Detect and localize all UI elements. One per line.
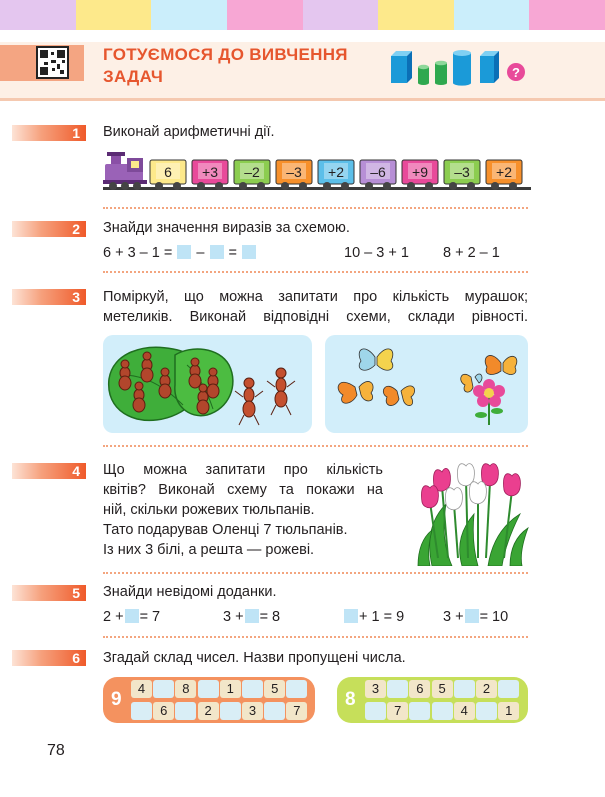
color-strip-segment	[454, 0, 530, 30]
header-divider	[0, 98, 605, 101]
task-4-line-2: квітів? Виконай схему та покажи на	[103, 482, 383, 498]
train-illustration	[103, 152, 531, 194]
answer-box[interactable]	[465, 609, 479, 623]
composition-cell: 7	[387, 702, 408, 720]
task-number-tab	[12, 221, 86, 237]
page-number: 78	[47, 742, 65, 759]
task-number: 5	[72, 585, 80, 601]
composition-cell[interactable]	[198, 680, 219, 698]
equation-2-left: 3 +	[223, 609, 244, 625]
ants-panel	[103, 335, 312, 433]
composition-cell: 4	[131, 680, 152, 698]
task-4-line-4: Тато подарував Оленці 7 тюльпанів.	[103, 522, 348, 538]
task-number: 1	[72, 125, 80, 141]
color-strip-segment	[378, 0, 454, 30]
train-wagon	[360, 160, 396, 190]
expression-1-prefix: 6 + 3 – 1 =	[103, 245, 173, 261]
composition-cell[interactable]	[175, 702, 196, 720]
composition-cell[interactable]	[264, 702, 285, 720]
task-3-line-1: Поміркуй, що можна запитати про кількість мурашок;	[103, 289, 528, 305]
composition-cell: 7	[286, 702, 307, 720]
butterflies-illustration	[325, 335, 528, 433]
divider	[103, 207, 528, 209]
task-4-line-3: ній, скільки рожевих тюльпанів.	[103, 502, 315, 518]
composition-cell: 6	[409, 680, 430, 698]
composition-number: 9	[111, 689, 122, 710]
divider	[103, 636, 528, 638]
ants-illustration	[103, 335, 312, 433]
answer-box[interactable]	[210, 245, 224, 259]
task-number: 6	[72, 650, 80, 666]
composition-cell[interactable]	[498, 680, 519, 698]
top-color-strip	[0, 0, 605, 30]
expression-1	[103, 243, 257, 263]
wagon-label: –3	[286, 164, 302, 180]
composition-cell: 3	[365, 680, 386, 698]
expression-3: 8 + 2 – 1	[443, 245, 500, 261]
equation-4-left: 3 +	[443, 609, 464, 625]
task-5-text: Знайди невідомі доданки.	[103, 584, 277, 600]
composition-cell: 6	[153, 702, 174, 720]
equation-2-right: = 8	[259, 609, 281, 625]
expression-1-op: –	[196, 245, 205, 261]
wagon-label: –2	[244, 164, 260, 180]
task-1-text: Виконай арифметичні дії.	[103, 124, 275, 140]
composition-cell: 1	[220, 680, 241, 698]
task-4-line-5: Із них 3 білі, а решта — рожеві.	[103, 542, 315, 558]
equation-1-right: = 7	[139, 609, 161, 625]
task-4-line-1: Що можна запитати про кількість	[103, 462, 383, 478]
butterflies-panel	[325, 335, 528, 433]
composition-cell[interactable]	[432, 702, 453, 720]
composition-cell[interactable]	[220, 702, 241, 720]
task-number-tab	[12, 289, 86, 305]
composition-cell[interactable]	[131, 702, 152, 720]
composition-cell: 8	[175, 680, 196, 698]
wagon-label: 6	[164, 164, 172, 180]
task-number-tab	[12, 650, 86, 666]
color-strip-segment	[529, 0, 605, 30]
question-mark: ?	[512, 65, 520, 80]
page-title: ГОТУЄМОСЯ ДО ВИВЧЕННЯ ЗАДАЧ	[103, 45, 348, 86]
answer-box[interactable]	[177, 245, 191, 259]
equation-4-right: = 10	[479, 609, 509, 625]
answer-box[interactable]	[344, 609, 358, 623]
wagon-label: +2	[496, 164, 512, 180]
color-strip-segment	[227, 0, 303, 30]
train-wagon	[150, 160, 186, 190]
equation-3	[343, 607, 404, 627]
number-composition-8	[337, 677, 528, 723]
composition-cell: 2	[476, 680, 497, 698]
train-wagon	[276, 160, 312, 190]
composition-cell[interactable]	[242, 680, 263, 698]
wagon-label: –6	[370, 164, 386, 180]
equation-1-left: 2 +	[103, 609, 124, 625]
wagon-label: –3	[454, 164, 470, 180]
equation-2	[223, 607, 280, 627]
train-wagon	[486, 160, 522, 190]
composition-cell[interactable]	[454, 680, 475, 698]
wagon-label: +3	[202, 164, 218, 180]
tulips-illustration	[412, 458, 530, 566]
composition-cell[interactable]	[286, 680, 307, 698]
divider	[103, 271, 528, 273]
task-3-line-2: метеликів. Виконай відповідні схеми, склади рівності.	[103, 309, 528, 325]
composition-cell: 4	[454, 702, 475, 720]
composition-cell: 5	[264, 680, 285, 698]
composition-cell[interactable]	[409, 702, 430, 720]
equation-4	[443, 607, 508, 627]
train-wagon	[234, 160, 270, 190]
composition-cell[interactable]	[387, 680, 408, 698]
composition-cell: 2	[198, 702, 219, 720]
composition-cell: 3	[242, 702, 263, 720]
divider	[103, 445, 528, 447]
wagon-label: +9	[412, 164, 428, 180]
color-strip-segment	[303, 0, 379, 30]
expression-1-eq: =	[228, 245, 238, 261]
color-strip-segment	[0, 0, 76, 30]
color-strip-segment	[76, 0, 152, 30]
task-number-tab	[12, 585, 86, 601]
qr-code-icon[interactable]	[36, 46, 69, 79]
divider	[103, 572, 528, 574]
train-wagon	[192, 160, 228, 190]
answer-box[interactable]	[242, 245, 256, 259]
composition-cell[interactable]	[365, 702, 386, 720]
locomotive-icon	[103, 152, 147, 190]
task-2-text: Знайди значення виразів за схемою.	[103, 220, 350, 236]
task-number: 4	[72, 463, 80, 479]
task-number-tab	[12, 125, 86, 141]
number-composition-9	[103, 677, 315, 723]
composition-cell[interactable]	[153, 680, 174, 698]
composition-cell: 1	[498, 702, 519, 720]
color-strip-segment	[151, 0, 227, 30]
composition-cell: 5	[432, 680, 453, 698]
task-number: 3	[72, 289, 80, 305]
composition-number: 8	[345, 689, 356, 710]
equation-1	[103, 607, 160, 627]
answer-box[interactable]	[245, 609, 259, 623]
train-wagon	[444, 160, 480, 190]
composition-cell[interactable]	[476, 702, 497, 720]
equation-3-right: + 1 = 9	[359, 609, 405, 625]
geometric-shapes-icon	[388, 48, 528, 86]
train-wagon	[402, 160, 438, 190]
wagon-label: +2	[328, 164, 344, 180]
train-wagon	[318, 160, 354, 190]
expression-2: 10 – 3 + 1	[344, 245, 409, 261]
task-number: 2	[72, 221, 80, 237]
task-6-text: Згадай склад чисел. Назви пропущені числа.	[103, 650, 406, 666]
task-number-tab	[12, 463, 86, 479]
answer-box[interactable]	[125, 609, 139, 623]
